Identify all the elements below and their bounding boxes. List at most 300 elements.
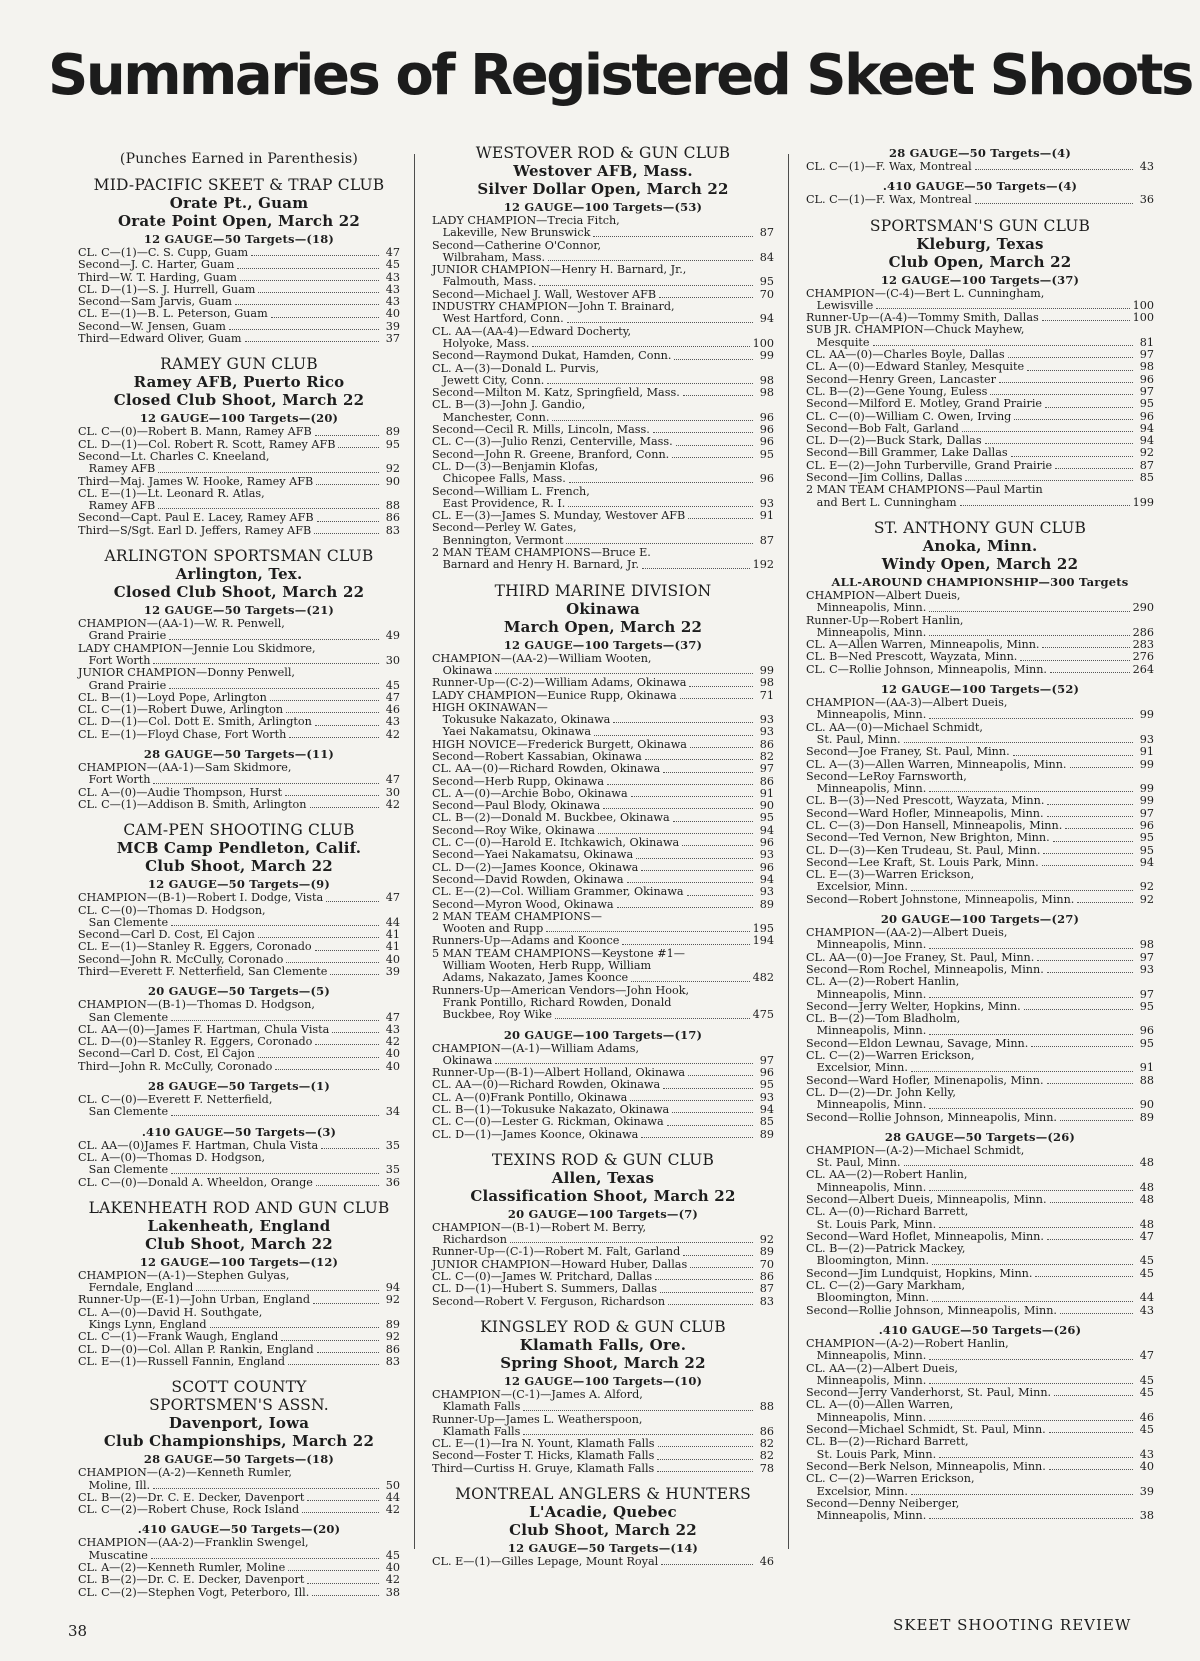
gauge-heading: 20 GAUGE—50 Targets—(5): [148, 984, 330, 999]
club-location: MCB Camp Pendleton, Calif.: [116, 839, 362, 858]
result-row: [78, 333, 400, 345]
result-score: 97: [1139, 950, 1154, 964]
leader-dots: [315, 725, 379, 726]
result-score: 96: [759, 860, 774, 874]
club-section: [432, 1318, 774, 1475]
leader-dots: [672, 457, 753, 458]
result-score: 92: [385, 1293, 400, 1307]
result-score: 98: [759, 386, 774, 400]
result-name: Minneapolis, Minn.: [806, 987, 927, 1001]
gauge-event: [432, 1207, 774, 1308]
result-name: Second—Carl D. Cost, El Cajon: [78, 1047, 255, 1061]
result-line: CHAMPION—(AA-1)—W. R. Penwell,: [78, 617, 285, 631]
result-name: Second—Capt. Paul E. Lacey, Ramey AFB: [78, 511, 314, 525]
result-name: West Hartford, Conn.: [432, 312, 564, 326]
result-name: Okinawa: [432, 1053, 493, 1067]
result-row: [432, 350, 774, 362]
result-name: CL. AA—(0)—Charles Boyle, Dallas: [806, 348, 1005, 362]
leader-dots: [171, 1173, 379, 1174]
club-name: ARLINGTON SPORTSMAN CLUB: [104, 547, 374, 566]
result-name: Lakeville, New Brunswick: [432, 226, 591, 240]
gauge-event: [432, 638, 774, 1022]
leader-dots: [1055, 468, 1133, 469]
leader-dots: [929, 718, 1133, 719]
club-section: [806, 519, 1154, 1522]
result-name: CL. D—(1)—James Koonce, Okinawa: [432, 1127, 639, 1141]
page-title: Summaries of Registered Skeet Shoots: [48, 43, 1192, 108]
result-name: Excelsior, Minn.: [806, 880, 908, 894]
result-line: Frank Pontillo, Richard Rowden, Donald: [432, 995, 672, 1009]
result-name: East Providence, R. I.: [432, 496, 566, 510]
leader-dots: [929, 611, 1129, 612]
result-line: CHAMPION—(AA-3)—Albert Dueis,: [806, 696, 1008, 710]
result-score: 88: [759, 1400, 774, 1414]
leader-dots: [153, 663, 379, 664]
leader-dots: [975, 169, 1133, 170]
leader-dots: [999, 382, 1133, 383]
leader-dots: [687, 895, 753, 896]
leader-dots: [1053, 841, 1133, 842]
result-name: CL. E—(1)—B. L. Peterson, Guam: [78, 307, 268, 321]
result-line: CL. E—(1)—Lt. Leonard R. Atlas,: [78, 486, 265, 500]
leader-dots: [929, 1108, 1133, 1109]
result-name: Second—Berk Nelson, Minneapolis, Minn.: [806, 1459, 1046, 1473]
result-line: CL. A—(0)—Thomas D. Hodgson,: [78, 1150, 266, 1164]
result-score: 94: [759, 823, 774, 837]
result-name: Yaei Nakamatsu, Okinawa: [432, 725, 592, 739]
leader-dots: [1049, 1469, 1133, 1470]
result-row: [78, 630, 400, 642]
result-score: 86: [759, 1424, 774, 1438]
leader-dots: [911, 1071, 1133, 1072]
result-name: Wooten and Rupp: [432, 922, 544, 936]
result-name: Second—Robert Johnstone, Minneapolis, Minn.: [806, 892, 1075, 906]
leader-dots: [240, 280, 379, 281]
column-3: [806, 144, 1154, 1532]
leader-dots: [315, 435, 379, 436]
result-row: [806, 497, 1154, 509]
leader-dots: [660, 1292, 753, 1293]
club-section: [432, 1485, 774, 1568]
result-score: 95: [759, 811, 774, 825]
result-row: [78, 966, 400, 978]
result-row: [432, 1283, 774, 1295]
leader-dots: [929, 791, 1133, 792]
result-score: 199: [1132, 495, 1154, 509]
leader-dots: [622, 944, 749, 945]
leader-dots: [158, 508, 379, 509]
gauge-heading: 12 GAUGE—100 Targets—(10): [503, 1373, 703, 1388]
result-score: 99: [1139, 794, 1154, 808]
result-row: [78, 716, 400, 728]
leader-dots: [929, 1518, 1133, 1519]
page-number: 38: [68, 1622, 88, 1640]
result-score: 95: [759, 1078, 774, 1092]
result-line: Runners-Up—American Vendors—John Hook,: [432, 983, 690, 997]
result-score: 83: [385, 523, 400, 537]
leader-dots: [657, 1471, 753, 1472]
result-name: CL. B—Ned Prescott, Wayzata, Minn.: [806, 650, 1018, 664]
result-line: JUNIOR CHAMPION—Donny Penwell,: [78, 666, 295, 680]
result-score: 86: [385, 1342, 400, 1356]
result-line: CHAMPION—(A-1)—Stephen Gulyas,: [78, 1268, 290, 1282]
result-score: 38: [1139, 1509, 1154, 1523]
result-score: 47: [1139, 1349, 1154, 1363]
result-line: INDUSTRY CHAMPION—John T. Brainard,: [432, 300, 675, 314]
club-name: SPORTSMEN'S ASSN.: [149, 1396, 329, 1415]
result-name: Second—Ward Hoflet, Minneapolis, Minn.: [806, 1229, 1044, 1243]
result-row: [78, 476, 400, 488]
result-score: 48: [1139, 1193, 1154, 1206]
result-line: Second—LeRoy Farnsworth,: [806, 769, 967, 783]
result-line: CL. A—(0)—David H. Southgate,: [78, 1305, 263, 1319]
result-name: Klamath Falls: [432, 1400, 521, 1414]
leader-dots: [316, 1185, 379, 1186]
gauge-event: [78, 984, 400, 1073]
gauge-heading: 12 GAUGE—50 Targets—(21): [143, 603, 335, 618]
leader-dots: [1065, 828, 1133, 829]
result-name: Bloomington, Minn.: [806, 1291, 930, 1305]
result-name: CL. E—(1)—Stanley R. Eggers, Coronado: [78, 940, 312, 954]
result-row: [78, 1480, 400, 1492]
leader-dots: [288, 1364, 379, 1365]
result-score: 70: [759, 287, 774, 301]
gauge-event: [432, 200, 774, 572]
gauge-heading: 20 GAUGE—100 Targets—(7): [507, 1206, 699, 1221]
result-line: CL. E—(3)—Warren Erickson,: [806, 868, 975, 882]
result-name: CL. C—(1)—F. Wax, Montreal: [806, 160, 972, 173]
shoot-name: Club Open, March 22: [888, 252, 1072, 271]
gauge-event: [806, 1323, 1154, 1522]
result-name: Minneapolis, Minn.: [806, 1180, 927, 1194]
result-score: 45: [1139, 1373, 1154, 1387]
result-score: 96: [1139, 1024, 1154, 1038]
shoot-name: Orate Point Open, March 22: [117, 212, 361, 230]
result-score: 91: [759, 786, 774, 800]
result-row: [806, 161, 1154, 173]
club-section: [78, 547, 400, 811]
result-name: CL. A—(0)—Archie Bobo, Okinawa: [432, 786, 628, 800]
leader-dots: [683, 1255, 753, 1256]
leader-dots: [275, 1069, 379, 1070]
leader-dots: [663, 772, 753, 773]
result-name: CL. C—(0)—Donald A. Wheeldon, Orange: [78, 1175, 313, 1189]
leader-dots: [653, 432, 753, 433]
leader-dots: [338, 447, 379, 448]
club-section: [432, 1151, 774, 1308]
result-score: 45: [1139, 1254, 1154, 1268]
leader-dots: [210, 1327, 380, 1328]
leader-dots: [1047, 816, 1133, 817]
result-row: [432, 886, 774, 898]
leader-dots: [627, 882, 753, 883]
club-name: KINGSLEY ROD & GUN CLUB: [480, 1317, 726, 1336]
result-score: 40: [385, 952, 400, 966]
result-score: 86: [385, 511, 400, 525]
result-row: [432, 276, 774, 288]
result-row: [806, 746, 1154, 758]
result-name: St. Louis Park, Minn.: [806, 1217, 937, 1231]
gauge-event: [432, 1028, 774, 1141]
result-score: 87: [759, 533, 774, 547]
result-score: 98: [1139, 360, 1154, 374]
result-score: 48: [1139, 1156, 1154, 1170]
result-score: 93: [759, 713, 774, 727]
club-location: Allen, Texas: [551, 1168, 655, 1187]
result-name: and Bert L. Cunningham: [806, 495, 957, 509]
result-name: St. Paul, Minn.: [806, 1156, 901, 1170]
result-line: CL. B—(2)—Richard Barrett,: [806, 1435, 969, 1449]
result-score: 82: [759, 1449, 774, 1463]
leader-dots: [307, 1583, 379, 1584]
leader-dots: [307, 1500, 379, 1501]
result-row: [78, 799, 400, 811]
result-score: 96: [1139, 409, 1154, 423]
leader-dots: [641, 870, 753, 871]
leader-dots: [151, 1558, 379, 1559]
result-name: CL. C—(1)—C. S. Cupp, Guam: [78, 246, 249, 259]
result-name: CL. D—(3)—Ken Trudeau, St. Paul, Minn.: [806, 843, 1041, 857]
result-score: 47: [385, 1010, 400, 1024]
result-name: Lewisville: [806, 298, 874, 312]
result-line: 5 MAN TEAM CHAMPIONS—Keystone #1—: [432, 946, 685, 960]
gauge-event: [78, 232, 400, 345]
result-score: 46: [1139, 1410, 1154, 1424]
leader-dots: [929, 948, 1133, 949]
gauge-event: [806, 682, 1154, 906]
result-score: 45: [385, 678, 400, 692]
result-row: [806, 361, 1154, 373]
result-score: 45: [1139, 1266, 1154, 1280]
club-section: [78, 1199, 400, 1368]
gauge-heading: .410 GAUGE—50 Targets—(4): [882, 179, 1078, 194]
leader-dots: [316, 484, 379, 485]
result-score: 96: [759, 1066, 774, 1080]
gauge-heading: 20 GAUGE—100 Targets—(27): [880, 912, 1080, 927]
result-score: 95: [1139, 397, 1154, 411]
leader-dots: [1037, 960, 1133, 961]
leader-dots: [1049, 1432, 1133, 1433]
shoot-name: Spring Shoot, March 22: [500, 1353, 706, 1372]
result-name: Third—Maj. James W. Hooke, Ramey AFB: [78, 474, 314, 488]
column-2: [432, 144, 774, 1578]
result-name: Ferndale, England: [78, 1281, 194, 1295]
result-line: Second—William L. French,: [432, 484, 590, 498]
leader-dots: [1047, 804, 1133, 805]
result-row: [78, 1164, 400, 1176]
leader-dots: [682, 845, 753, 846]
leader-dots: [286, 712, 379, 713]
result-row: [432, 1296, 774, 1308]
result-name: Second—Jim Collins, Dallas: [806, 471, 963, 485]
result-row: [78, 1331, 400, 1343]
leader-dots: [1077, 902, 1133, 903]
result-name: Second—Eldon Lewnau, Savage, Minn.: [806, 1036, 1029, 1050]
result-score: 93: [759, 496, 774, 510]
result-name: CL. E—(1)—Russell Fannin, England: [78, 1354, 286, 1368]
club-name: RAMEY GUN CLUB: [160, 355, 318, 374]
result-score: 40: [385, 307, 400, 321]
leader-dots: [661, 1564, 753, 1565]
result-name: Fort Worth: [78, 653, 151, 667]
leader-dots: [658, 1446, 753, 1447]
result-score: 43: [385, 715, 400, 729]
result-name: JUNIOR CHAMPION—Howard Huber, Dallas: [432, 1257, 688, 1271]
result-name: CL. D—(1)—S. J. Hurrell, Guam: [78, 282, 256, 296]
result-name: Second—Raymond Dukat, Hamden, Conn.: [432, 349, 672, 363]
result-name: CL. B—(1)—Tokusuke Nakazato, Okinawa: [432, 1103, 670, 1116]
result-line: CL. C—(2)—Warren Erickson,: [806, 1472, 975, 1486]
result-score: 95: [1139, 1036, 1154, 1050]
result-line: 2 MAN TEAM CHAMPIONS—Paul Martin: [806, 483, 1043, 497]
result-row: [432, 1401, 774, 1413]
result-row: [78, 1106, 400, 1118]
result-row: [78, 1504, 400, 1516]
gauge-event: [806, 575, 1154, 676]
result-score: 40: [385, 1047, 400, 1061]
leader-dots: [171, 1020, 379, 1021]
result-row: [806, 894, 1154, 906]
result-score: 99: [759, 663, 774, 677]
result-score: 37: [385, 332, 400, 346]
result-name: CL. A—(2)—Kenneth Rumler, Moline: [78, 1561, 286, 1574]
result-name: Second—Joe Franey, St. Paul, Minn.: [806, 745, 1010, 759]
leader-dots: [510, 1242, 753, 1243]
leader-dots: [911, 1494, 1133, 1495]
result-score: 35: [385, 1138, 400, 1152]
leader-dots: [668, 1304, 753, 1305]
result-score: 99: [1139, 757, 1154, 771]
result-row: [432, 1246, 774, 1258]
result-score: 45: [1139, 1386, 1154, 1400]
result-score: 85: [759, 1115, 774, 1129]
gauge-event: [432, 1541, 774, 1568]
result-score: 95: [759, 275, 774, 289]
result-name: Minneapolis, Minn.: [806, 1349, 927, 1363]
result-name: Second—Milton M. Katz, Springfield, Mass.: [432, 386, 680, 400]
result-line: Second—Denny Neiberger,: [806, 1496, 960, 1510]
result-score: 87: [1139, 458, 1154, 472]
result-name: Second—Jerry Vanderhorst, St. Paul, Minn.: [806, 1386, 1052, 1400]
result-line: William Wooten, Herb Rupp, William: [432, 959, 652, 973]
result-row: [432, 1129, 774, 1141]
result-row: [432, 763, 774, 775]
result-name: Tokusuke Nakazato, Okinawa: [432, 713, 611, 727]
result-row: [432, 1450, 774, 1462]
result-row: [806, 651, 1154, 663]
result-score: 43: [1139, 1447, 1154, 1461]
result-score: 39: [1139, 1484, 1154, 1498]
gauge-heading: 28 GAUGE—50 Targets—(4): [889, 146, 1071, 160]
leader-dots: [310, 807, 380, 808]
result-name: Second—Michael Schmidt, St. Paul, Minn.: [806, 1423, 1046, 1437]
result-name: CL. AA—(0)—Richard Rowden, Okinawa: [432, 762, 661, 776]
leader-dots: [196, 1290, 379, 1291]
result-name: Minneapolis, Minn.: [806, 601, 927, 615]
result-name: San Clemente: [78, 1163, 169, 1177]
result-name: San Clemente: [78, 1010, 169, 1024]
result-score: 96: [759, 410, 774, 424]
result-name: Second—John R. Greene, Branford, Conn.: [432, 447, 670, 461]
magazine-name: SKEET SHOOTING REVIEW: [893, 1616, 1132, 1634]
result-name: Richardson: [432, 1233, 508, 1247]
result-name: Wilbraham, Mass.: [432, 250, 546, 264]
club-location: Orate Pt., Guam: [169, 194, 309, 212]
result-score: 92: [385, 462, 400, 476]
leader-dots: [674, 359, 753, 360]
gauge-event: [78, 603, 400, 741]
result-score: 89: [385, 1318, 400, 1332]
result-name: CL. C—(0)—Robert B. Mann, Ramey AFB: [78, 425, 312, 439]
gauge-event: [78, 1255, 400, 1368]
result-row: [806, 447, 1154, 459]
result-score: 97: [1139, 348, 1154, 362]
result-score: 192: [752, 558, 774, 572]
result-name: St. Paul, Minn.: [806, 732, 901, 746]
result-name: LADY CHAMPION—Eunice Rupp, Okinawa: [432, 688, 677, 702]
leader-dots: [603, 808, 753, 809]
gauge-heading: .410 GAUGE—50 Targets—(26): [878, 1322, 1082, 1337]
result-score: 40: [1139, 1459, 1154, 1473]
leader-dots: [245, 341, 379, 342]
leader-dots: [631, 981, 749, 982]
result-name: Minneapolis, Minn.: [806, 938, 927, 952]
gauge-event: [78, 1522, 400, 1598]
leader-dots: [990, 394, 1133, 395]
result-row: [432, 935, 774, 947]
club-section: [78, 821, 400, 1189]
result-line: CHAMPION—(A-2)—Robert Hanlin,: [806, 1336, 1009, 1350]
result-score: 290: [1132, 601, 1154, 615]
result-name: Second—Ward Hofler, Minneapolis, Minn.: [806, 806, 1044, 820]
result-score: 93: [759, 1090, 774, 1104]
result-score: 45: [385, 1548, 400, 1562]
result-score: 38: [385, 1585, 400, 1599]
result-name: CL. E—(2)—Col. William Grammer, Okinawa: [432, 885, 684, 899]
result-name: Klamath Falls: [432, 1424, 521, 1438]
club-name: CAM-PEN SHOOTING CLUB: [123, 821, 355, 840]
result-name: Third—W. T. Harding, Guam: [78, 270, 237, 284]
result-row: [432, 1009, 774, 1021]
leader-dots: [594, 735, 753, 736]
result-score: 95: [759, 447, 774, 461]
result-row: [432, 690, 774, 702]
result-row: [432, 972, 774, 984]
gauge-event: [806, 179, 1154, 206]
result-score: 283: [1132, 638, 1154, 652]
leader-dots: [657, 1459, 753, 1460]
result-name: CL. C—(1)—Frank Waugh, England: [78, 1330, 279, 1344]
result-line: CL. C—(2)—Gary Markham,: [806, 1279, 966, 1293]
leader-dots: [1011, 456, 1133, 457]
leader-dots: [1042, 320, 1130, 321]
result-name: CL. B—(2)—Gene Young, Euless: [806, 384, 988, 398]
result-score: 99: [1139, 782, 1154, 796]
club-name: ST. ANTHONY GUN CLUB: [873, 518, 1087, 537]
result-name: CL. C—(1)—Addison B. Smith, Arlington: [78, 797, 307, 811]
result-score: 93: [759, 848, 774, 862]
result-score: 95: [385, 437, 400, 451]
gauge-heading: 12 GAUGE—100 Targets—(37): [503, 637, 703, 652]
result-row: [78, 308, 400, 320]
result-score: 50: [385, 1478, 400, 1492]
club-section: [78, 1378, 400, 1599]
result-name: Second—Herb Rupp, Okinawa: [432, 774, 604, 788]
leader-dots: [539, 285, 753, 286]
leader-dots: [659, 297, 753, 298]
result-score: 44: [385, 1490, 400, 1504]
club-name: WESTOVER ROD & GUN CLUB: [475, 144, 731, 162]
